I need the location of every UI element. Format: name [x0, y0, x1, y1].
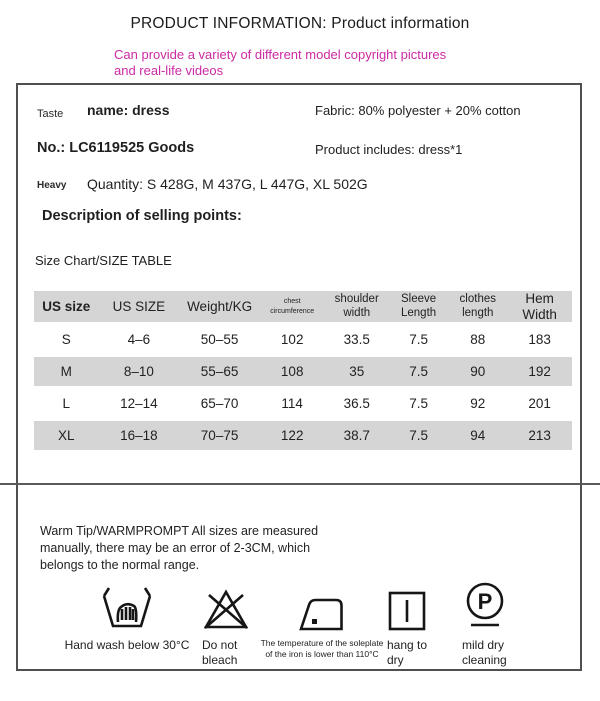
- quantity-info: Quantity: S 428G, M 437G, L 447G, XL 502G: [87, 176, 368, 192]
- fabric-info: Fabric: 80% polyester + 20% cotton: [315, 103, 521, 118]
- table-cell: 4–6: [99, 325, 180, 354]
- table-cell: 94: [448, 421, 507, 450]
- table-cell: 38.7: [324, 421, 389, 450]
- table-row: [34, 325, 572, 354]
- column-header: clothes length: [448, 291, 507, 322]
- warm-tip-line: belongs to the normal range.: [40, 558, 200, 572]
- care-label: The temperature of the soleplate of the iron is lower than 110°C: [260, 638, 384, 659]
- table-cell: L: [34, 389, 99, 418]
- warm-tip-line: Warm Tip/WARMPROMPT All sizes are measured: [40, 524, 319, 538]
- table-cell: 35: [324, 357, 389, 386]
- size-table-header-row: [34, 291, 572, 322]
- table-cell: 65–70: [179, 389, 260, 418]
- product-name: name: dress: [87, 102, 170, 118]
- product-includes: Product includes: dress*1: [315, 142, 463, 157]
- care-item-hang-to-dry: [387, 590, 443, 668]
- column-header: US SIZE: [99, 291, 180, 322]
- care-item-hand-wash: [62, 582, 192, 653]
- column-header: US size: [34, 291, 99, 322]
- care-item-iron: [258, 594, 386, 660]
- table-cell: 12–14: [99, 389, 180, 418]
- care-label: mild dry cleaning: [462, 638, 507, 667]
- table-cell: 7.5: [389, 357, 448, 386]
- table-cell: M: [34, 357, 99, 386]
- description-heading: Description of selling points:: [42, 208, 242, 224]
- mild-dry-cleaning-icon: [462, 580, 540, 632]
- header-note-line: Can provide a variety of different model copyright pictures: [114, 47, 447, 62]
- heavy-label: Heavy: [37, 180, 67, 191]
- table-cell: 183: [507, 325, 572, 354]
- table-cell: 16–18: [99, 421, 180, 450]
- table-cell: 50–55: [179, 325, 260, 354]
- care-label: Hand wash below 30°C: [64, 638, 190, 652]
- taste-label: Taste: [37, 108, 64, 120]
- table-cell: 102: [260, 325, 325, 354]
- header-note-line: and real-life videos: [114, 63, 224, 78]
- table-cell: XL: [34, 421, 99, 450]
- table-cell: 7.5: [389, 421, 448, 450]
- do-not-bleach-icon: [202, 586, 262, 632]
- hand-wash-icon: [101, 582, 153, 632]
- table-cell: 70–75: [179, 421, 260, 450]
- care-label: Do not bleach: [202, 638, 238, 667]
- table-cell: 92: [448, 389, 507, 418]
- column-header: Hem Width: [507, 291, 572, 322]
- table-cell: 88: [448, 325, 507, 354]
- care-item-dry-cleaning: [462, 580, 540, 668]
- size-table-body: [34, 325, 572, 450]
- table-cell: 122: [260, 421, 325, 450]
- table-cell: 213: [507, 421, 572, 450]
- table-cell: 201: [507, 389, 572, 418]
- table-row: [34, 421, 572, 450]
- care-label: hang to dry: [387, 638, 428, 667]
- main-box: [16, 83, 582, 671]
- hang-to-dry-icon: [387, 590, 443, 632]
- table-row: [34, 389, 572, 418]
- column-header: chest circumference: [260, 291, 325, 322]
- column-header: shoulder width: [324, 291, 389, 322]
- warm-tip-line: manually, there may be an error of 2-3CM, which: [40, 541, 311, 555]
- product-number: No.: LC6119525 Goods: [37, 140, 195, 156]
- table-cell: 7.5: [389, 389, 448, 418]
- table-cell: 90: [448, 357, 507, 386]
- care-item-do-not-bleach: [202, 586, 262, 668]
- column-header: Sleeve Length: [389, 291, 448, 322]
- warm-tip-text: [40, 523, 370, 574]
- table-cell: S: [34, 325, 99, 354]
- size-chart-heading: Size Chart/SIZE TABLE: [35, 253, 172, 268]
- table-cell: 8–10: [99, 357, 180, 386]
- table-cell: 192: [507, 357, 572, 386]
- page-title: PRODUCT INFORMATION: Product information: [130, 15, 470, 32]
- table-cell: 114: [260, 389, 325, 418]
- svg-text:P: P: [477, 589, 493, 614]
- table-cell: 33.5: [324, 325, 389, 354]
- table-cell: 7.5: [389, 325, 448, 354]
- table-cell: 55–65: [179, 357, 260, 386]
- size-table: [34, 288, 572, 453]
- iron-low-temperature-icon: [298, 594, 346, 632]
- table-cell: 108: [260, 357, 325, 386]
- table-row: [34, 357, 572, 386]
- section-divider: [0, 483, 600, 485]
- column-header: Weight/KG: [179, 291, 260, 322]
- header-note: [114, 47, 514, 79]
- table-cell: 36.5: [324, 389, 389, 418]
